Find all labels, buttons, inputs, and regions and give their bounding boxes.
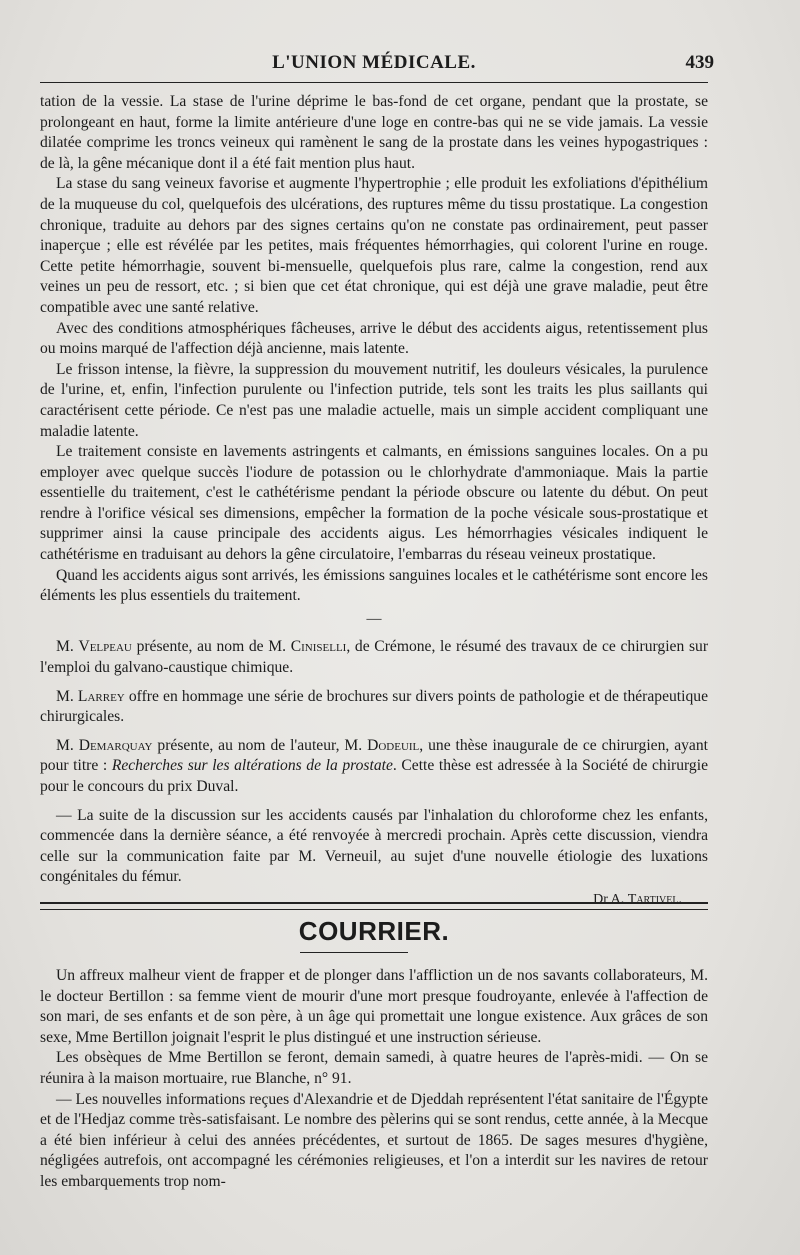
thesis-title: Recherches sur les altérations de la prostate [111,757,393,775]
signature-prefix: Dr A. [593,891,628,907]
paragraph-larrey [40,687,708,728]
text-run: , de Crémone, le résumé des travaux de ce chirurgien sur l'emploi du galvano-caustique chimique. [40,638,709,677]
paragraph-1: tation de la vessie. La stase de l'urine déprime le bas-fond de cet organe, pendant que la prostate, se prolongeant en haut, forme la limite antérieure d'une loge en contre-bas qui ne se vide jamais. La vessie dilatée comprime les troncs veineux qui ramènent le sang de la prostate dans les veines hypogastriques : de là, la gêne mécanique dont il a été fait mention plus haut. [40,93,708,172]
paragraph-demarquay [40,736,708,798]
text-run: M. [56,687,78,705]
person-name: Demarquay [78,736,153,754]
page-number: 439 [685,52,714,73]
section-title-courrier: COURRIER. [298,916,450,946]
text-run: . Cette thèse est adressée à la Société de chirurgie pour le concours du prix Duval. [40,757,708,795]
courrier-paragraph-3: — Les nouvelles informations reçues d'Alexandrie et de Djeddah représentent l'état sanitaire de l'Égypte et de l'Hedjaz comme très-satisfaisant. Le nombre des pèlerins qui se sont rendus, cette année, à la Mecque a été bien inférieur à celui des années précédentes, et surtout de 1865. De sages mesures d'hygiène, négligées autrefois, ont accompagné les cérémonies religieuses, et l'on a interdit sur les navires de retour les embarquements trop nom- [40,1090,708,1190]
person-name: Velpeau [78,638,132,656]
person-name: Larrey [77,687,125,705]
paragraph-3: Avec des conditions atmosphériques fâcheuses, arrive le début des accidents aigus, retentissement plus ou moins marqué de l'affection déjà ancienne, mais latente. [40,319,708,358]
courrier-paragraph-1: Un affreux malheur vient de frapper et de plonger dans l'affliction un de nos savants collaborateurs, M. le docteur Bertillon : sa femme vient de mourir d'une mort presque foudroyante, enlevée à l'affection de son mari, de ses enfants et de son père, à un âge qui promettait une longue existence. Aux grâces de son sexe, Mme Bertillon joignait l'esprit le plus distingué et une instruction sérieuse. [40,967,708,1046]
running-title: L'UNION MÉDICALE. [272,52,476,73]
paragraph-6: Quand les accidents aigus sont arrivés, les émissions sanguines locales et le cathétérisme sont encore les éléments les plus essentiels du traitement. [40,566,708,605]
courrier-paragraph-2: Les obsèques de Mme Bertillon se feront, demain samedi, à quatre heures de l'après-midi. — On se réunira à la maison mortuaire, rue Blanche, n° 91. [40,1049,708,1087]
header-rule [40,82,708,83]
person-name: Dodeuil [367,736,420,754]
signature-name: Tartivel. [627,891,682,907]
paragraph-5: Le traitement consiste en lavements astringents et calmants, en émissions sanguines locales. On a pu employer avec quelque succès l'iodure de potassion ou le chlorhydrate d'ammoniaque. Mais la partie essentielle du traitement, c'est le cathétérisme pendant la période obscure ou latente du début. On peut rendre à l'orifice vésical ses dimensions, empêcher la formation de la poche vésicale sous-prostatique et supprimer ainsi la cause principale des accidents aigus. Les hémorrhagies vésicales indiquent le cathétérisme en traduisant au dehors la gêne circulatoire, l'embarras du réseau veineux prostatique. [40,443,708,564]
text-run: présente, au nom de l'auteur, M. [152,736,368,754]
section-double-rule [40,902,708,910]
paragraph-4: Le frisson intense, la fièvre, la suppression du mouvement nutritif, les douleurs vésicales, la purulence de l'urine, et, enfin, l'infection purulente ou l'infection putride, tels sont les traits les plus saillants qui caractérisent cette période. Ce n'est pas une maladie actuelle, mais un simple accident compliquant une maladie latente. [40,360,708,440]
text-run: présente, au nom de M. [131,638,291,656]
section-separator: — [366,610,382,627]
paragraph-discussion: — La suite de la discussion sur les accidents causés par l'inhalation du chloroforme chez les enfants, commencée dans la dernière séance, a été renvoyée à mercredi prochain. Après cette discussion, viendra celle sur la communication faite par M. Verneuil, au sujet d'une nouvelle étiologie des luxations congénitales du fémur. [40,806,708,886]
page-header [40,48,714,78]
main-article [40,92,708,911]
text-run: offre en hommage une série de brochures sur divers points de pathologie et de thérapeutique chirurgicales. [40,687,708,726]
paragraph-2: La stase du sang veineux favorise et augmente l'hypertrophie ; elle produit les exfoliations d'épithélium de la muqueuse du col, quelquefois des ulcérations, des ruptures même du tissu prostatique. La congestion chronique, traduite au dehors par des signes certains qu'on ne constate pas ordinairement, peut passer inaperçue ; elle est révélée par les petites, mais fréquentes hémorrhagies, qui colorent l'urine en rouge. Cette petite hémorrhagie, souvent bi-mensuelle, quelquefois plus rare, calme la congestion, rend aux veines un peu de ressort, etc. ; si bien que cet état chronique, qui est déjà une grave maladie, peut être compatible avec une santé relative. [40,175,708,316]
text-run: , une thèse inaugurale de ce chirurgien, ayant pour titre : [40,736,708,775]
paragraph-velpeau [40,637,708,678]
title-underline [300,952,408,953]
text-run: M. [56,736,79,754]
person-name: Ciniselli [290,638,347,656]
courrier-section [40,966,708,1193]
text-run: M. [56,638,79,656]
